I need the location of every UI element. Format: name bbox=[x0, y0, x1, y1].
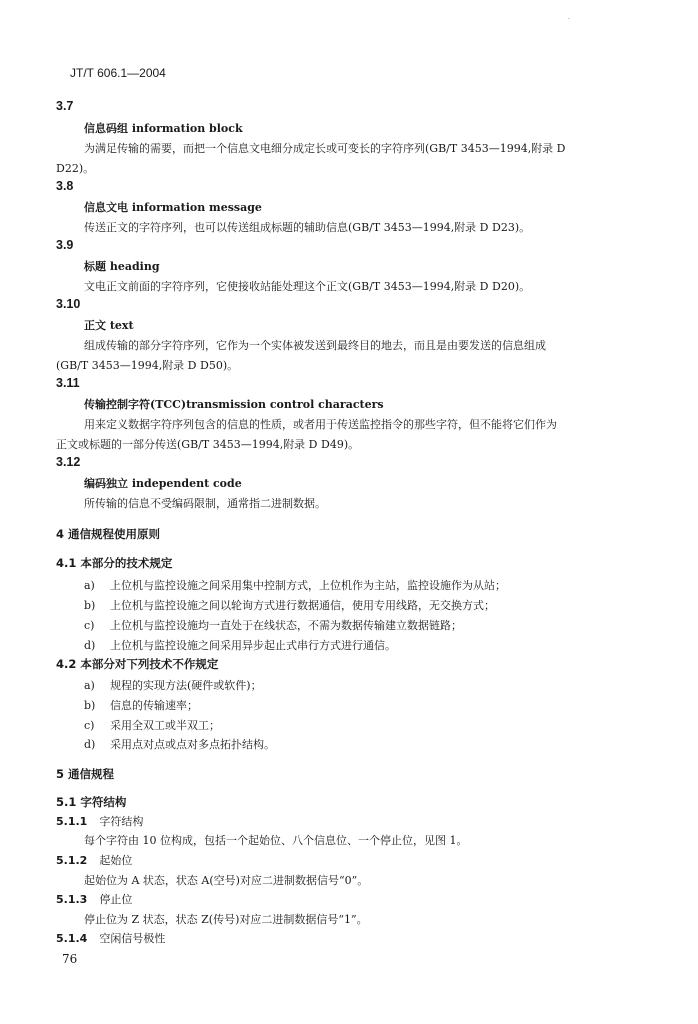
subsection-heading: 4.1 本部分的技术规定 bbox=[56, 556, 173, 570]
section-heading: 4 通信规程使用原则 bbox=[56, 527, 161, 541]
list-item-text: 采用点对点或点对多点拓扑结构。 bbox=[110, 738, 275, 751]
scan-speck: · bbox=[568, 16, 570, 23]
list-item-label: a) bbox=[84, 679, 95, 692]
subclause-heading bbox=[56, 813, 143, 829]
term-title: 正文 text bbox=[84, 319, 134, 332]
clause-number: 3.10 bbox=[56, 297, 81, 311]
term-definition: 用来定义数据字符序列包含的信息的性质，或者用于传送监控指令的那些字符，但不能将它们作为 bbox=[84, 418, 557, 431]
list-item-label: a) bbox=[84, 579, 95, 592]
subsection-heading: 4.2 本部分对下列技术不作规定 bbox=[56, 657, 219, 671]
subclause-title: 停止位 bbox=[99, 893, 133, 906]
subclause-heading bbox=[56, 891, 132, 907]
term-definition: 为满足传输的需要，而把一个信息文电细分成定长或可变长的字符序列(GB/T 3453—1994,附录 D bbox=[84, 142, 566, 155]
list-item bbox=[84, 577, 506, 593]
subclause-body: 起始位为 A 状态，状态 A(空号)对应二进制数据信号“0”。 bbox=[84, 874, 369, 887]
clause-number: 3.9 bbox=[56, 238, 74, 252]
term-title: 编码独立 independent code bbox=[84, 477, 242, 490]
term-title: 信息码组 information block bbox=[84, 122, 243, 135]
subclause-number: 5.1.2 bbox=[56, 854, 88, 867]
term-definition: 传送正文的字符序列，也可以传送组成标题的辅助信息(GB/T 3453—1994,附录 D D23)。 bbox=[84, 221, 531, 234]
list-item-text: 上位机与监控设施均一直处于在线状态，不需为数据传输建立数据链路； bbox=[110, 619, 462, 632]
list-item-text: 信息的传输速率； bbox=[110, 699, 198, 712]
subclause-title: 起始位 bbox=[99, 854, 133, 867]
list-item-text: 规程的实现方法(硬件或软件)； bbox=[110, 679, 262, 692]
subclause-number: 5.1.3 bbox=[56, 893, 88, 906]
term-title: 信息文电 information message bbox=[84, 201, 262, 214]
subclause-title: 空闲信号极性 bbox=[99, 932, 166, 945]
list-item-label: d) bbox=[84, 639, 96, 652]
list-item-label: b) bbox=[84, 699, 96, 712]
term-definition-cont: 正文或标题的一部分传送(GB/T 3453—1994,附录 D D49)。 bbox=[56, 438, 360, 451]
list-item-label: c) bbox=[84, 719, 95, 732]
list-item-text: 上位机与监控设施之间以轮询方式进行数据通信，使用专用线路，无交换方式； bbox=[110, 599, 495, 612]
subsection-heading: 5.1 字符结构 bbox=[56, 795, 127, 809]
list-item bbox=[84, 697, 198, 713]
list-item bbox=[84, 637, 396, 653]
term-title: 标题 heading bbox=[84, 260, 160, 273]
subclause-number: 5.1.1 bbox=[56, 815, 88, 828]
clause-number: 3.8 bbox=[56, 179, 74, 193]
standard-header: JT/T 606.1—2004 bbox=[70, 66, 166, 80]
list-item-label: d) bbox=[84, 738, 96, 751]
list-item-label: b) bbox=[84, 599, 96, 612]
section-heading: 5 通信规程 bbox=[56, 767, 115, 781]
clause-number: 3.11 bbox=[56, 376, 80, 390]
clause-number: 3.7 bbox=[56, 99, 74, 113]
list-item-text: 上位机与监控设施之间采用集中控制方式，上位机作为主站，监控设施作为从站； bbox=[110, 579, 506, 592]
term-definition-cont: (GB/T 3453—1994,附录 D D50)。 bbox=[56, 359, 239, 372]
list-item bbox=[84, 597, 495, 613]
clause-number: 3.12 bbox=[56, 455, 81, 469]
list-item bbox=[84, 717, 220, 733]
term-definition: 文电正文前面的字符序列，它使接收站能处理这个正文(GB/T 3453—1994,附录 D D20)。 bbox=[84, 280, 531, 293]
list-item-label: c) bbox=[84, 619, 95, 632]
subclause-body: 停止位为 Z 状态，状态 Z(传号)对应二进制数据信号“1”。 bbox=[84, 913, 368, 926]
list-item bbox=[84, 617, 462, 633]
list-item bbox=[84, 736, 275, 752]
subclause-body: 每个字符由 10 位构成，包括一个起始位、八个信息位、一个停止位，见图 1。 bbox=[84, 834, 468, 847]
page-number: 76 bbox=[62, 952, 78, 966]
list-item bbox=[84, 677, 262, 693]
subclause-number: 5.1.4 bbox=[56, 932, 88, 945]
term-definition: 组成传输的部分字符序列，它作为一个实体被发送到最终目的地去，而且是由要发送的信息组成 bbox=[84, 339, 546, 352]
subclause-title: 字符结构 bbox=[99, 815, 144, 828]
list-item-text: 采用全双工或半双工； bbox=[110, 719, 220, 732]
subclause-heading bbox=[56, 930, 165, 946]
term-definition-cont: D22)。 bbox=[56, 162, 95, 175]
list-item-text: 上位机与监控设施之间采用异步起止式串行方式进行通信。 bbox=[110, 639, 396, 652]
subclause-heading bbox=[56, 852, 132, 868]
term-definition: 所传输的信息不受编码限制，通常指二进制数据。 bbox=[84, 497, 326, 510]
term-title: 传输控制字符(TCC)transmission control characters bbox=[84, 398, 384, 411]
